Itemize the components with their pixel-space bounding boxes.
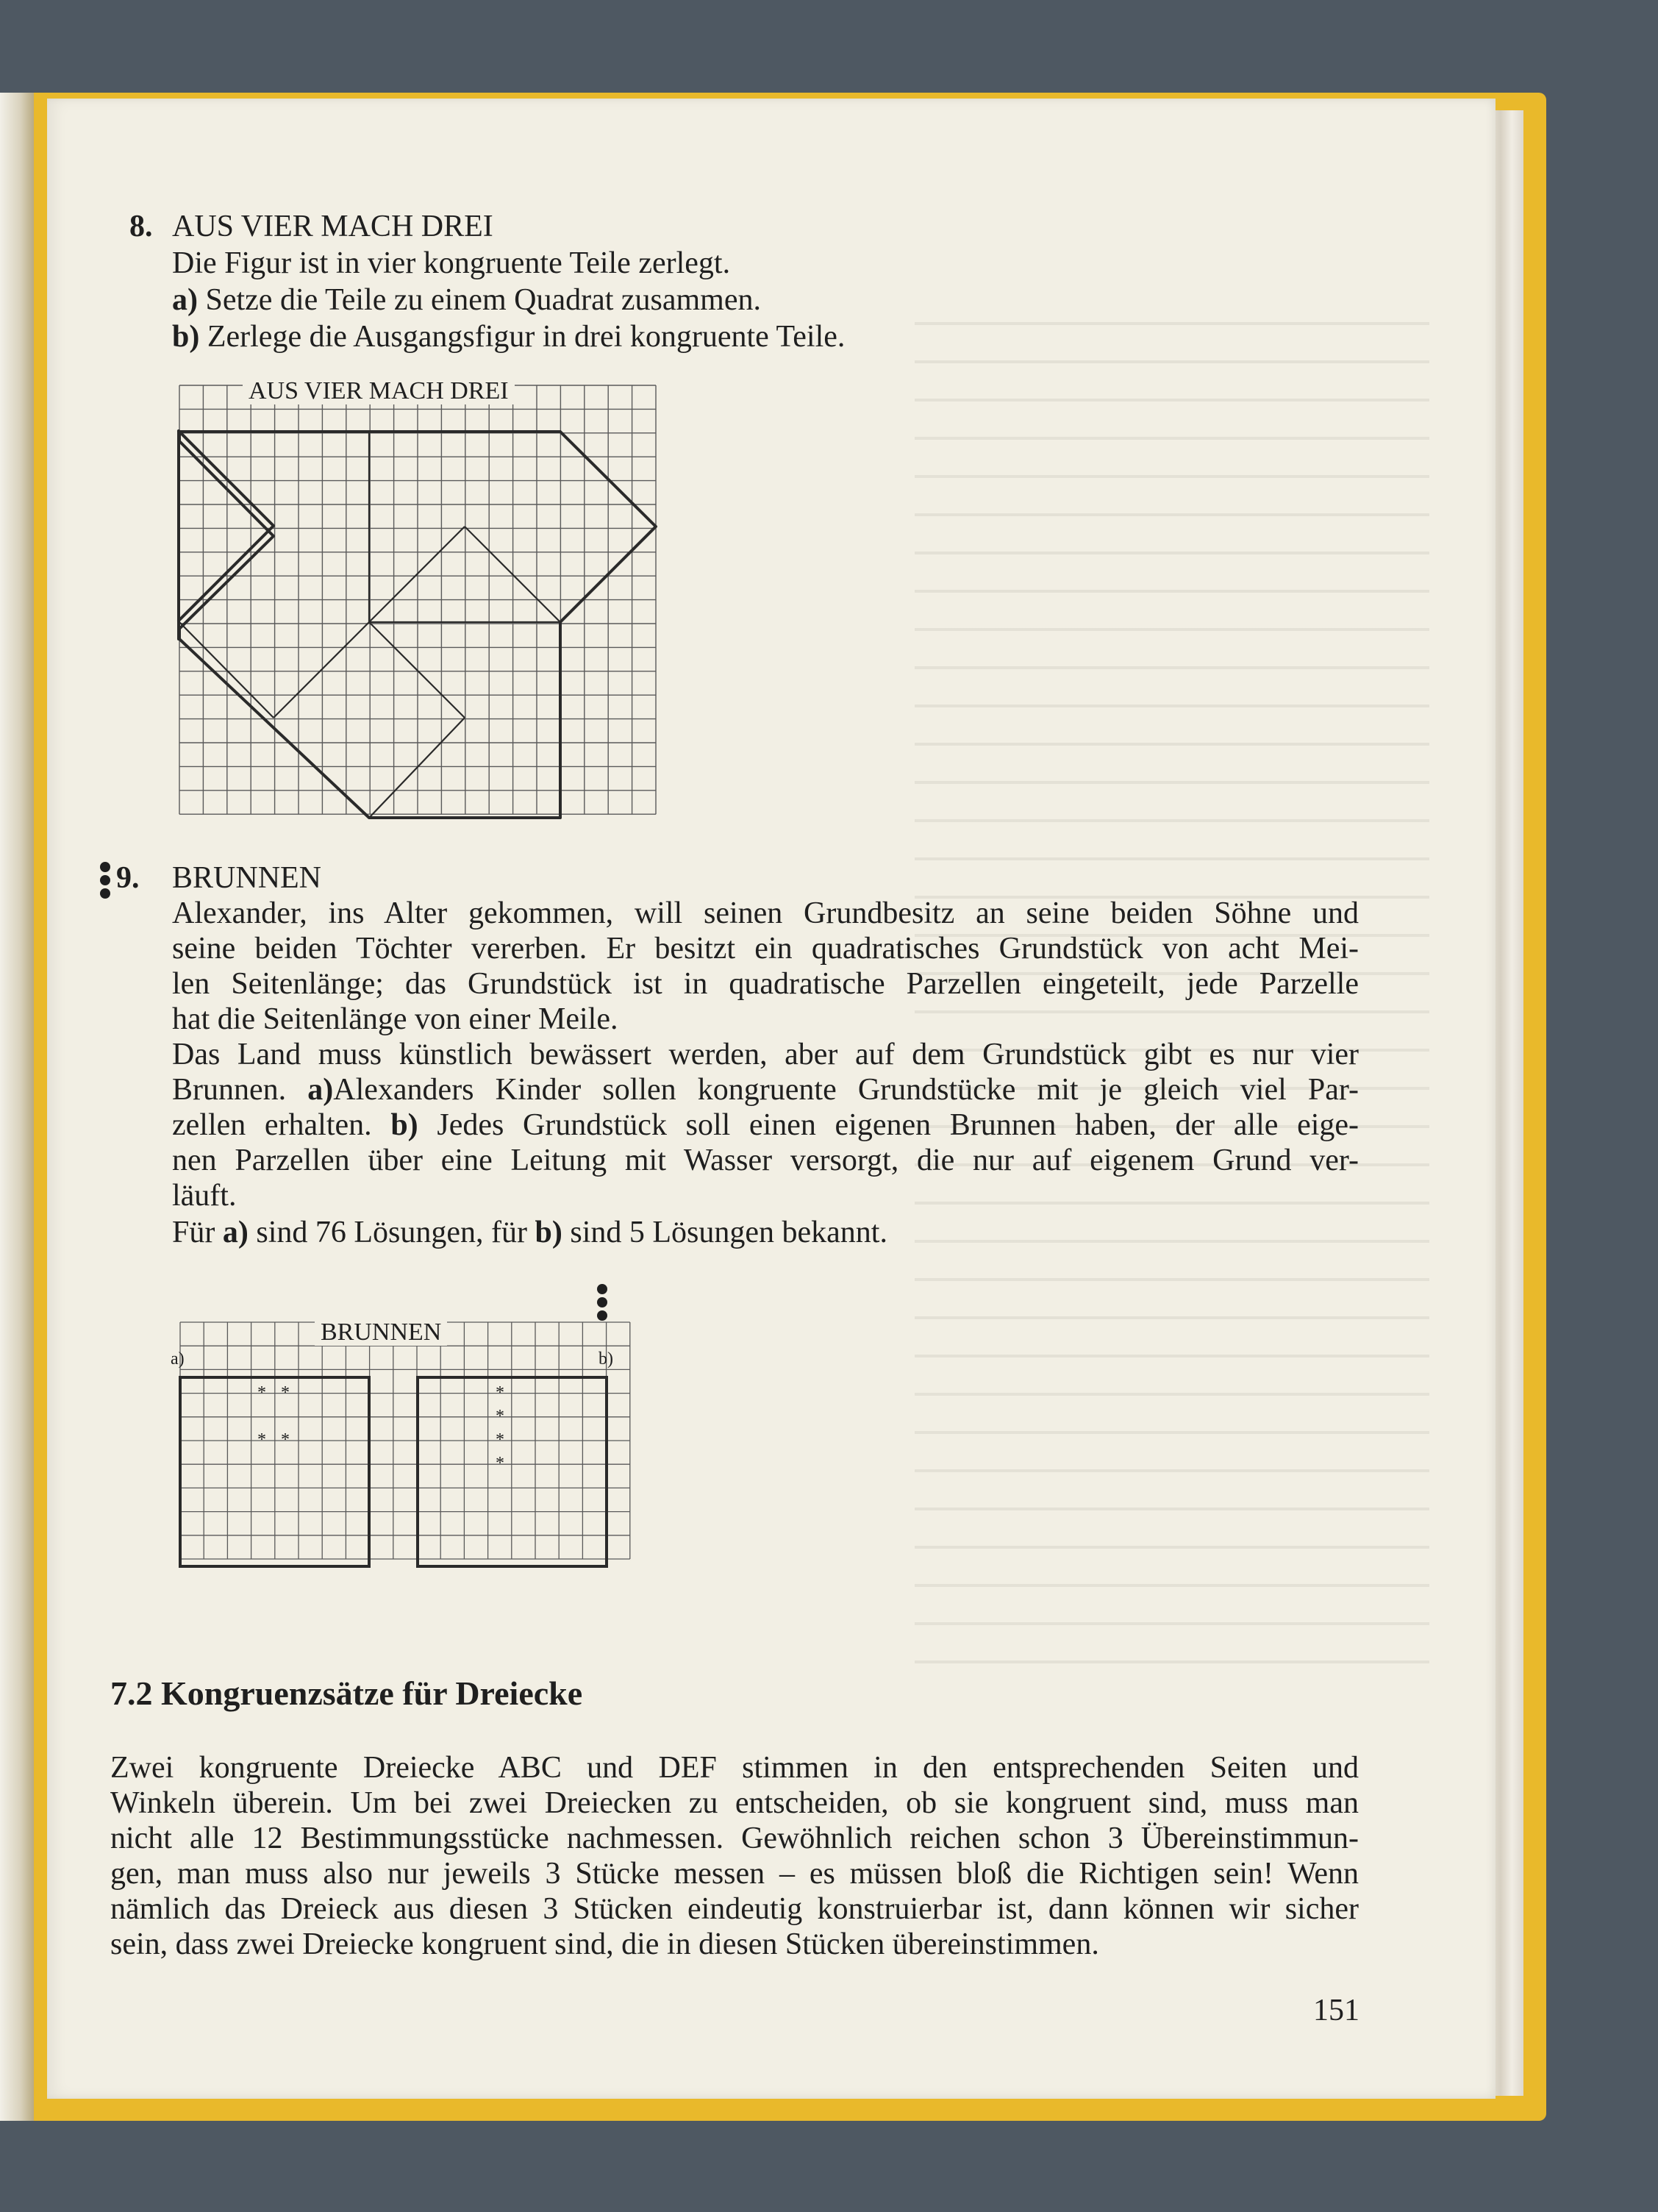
text-line: len Seitenlänge; das Grundstück ist in quadratische Parzellen eingeteilt, jede Parzelle bbox=[172, 967, 1359, 1001]
difficulty-dot bbox=[597, 1297, 607, 1307]
well-marker: * bbox=[496, 1454, 504, 1473]
text-line: Winkeln überein. Um bei zwei Dreiecken zu entscheiden, ob sie kongruent sind, muss man bbox=[110, 1786, 1359, 1820]
figure-aus-vier-mach-drei bbox=[174, 384, 665, 821]
figure-9-label-a: a) bbox=[171, 1349, 185, 1369]
difficulty-dot bbox=[597, 1310, 607, 1321]
text-line: nen Parzellen über eine Leitung mit Wasser versorgt, die nur auf eigenem Grund ver- bbox=[172, 1144, 1359, 1177]
figure-brunnen bbox=[174, 1321, 631, 1571]
previous-page-edge bbox=[0, 93, 34, 2121]
text-line: seine beiden Töchter vererben. Er besitzt ein quadratisches Grundstück von acht Mei- bbox=[172, 932, 1359, 966]
problem-8-part-b: b) Zerlege die Ausgangsfigur in drei kongruente Teile. bbox=[172, 320, 846, 354]
figure-9-label-b: b) bbox=[598, 1349, 613, 1369]
page-number: 151 bbox=[1313, 1994, 1359, 2027]
text-line: zellen erhalten. b) Jedes Grundstück soll einen eigenen Brunnen haben, der alle eige- bbox=[172, 1108, 1359, 1142]
text-line: Das Land muss künstlich bewässert werden, aber auf dem Grundstück gibt es nur vier bbox=[172, 1038, 1359, 1071]
difficulty-dot bbox=[597, 1284, 607, 1294]
text-line: nicht alle 12 Bestimmungsstücke nachmessen. Gewöhnlich reichen schon 3 Übereinstimmun- bbox=[110, 1822, 1359, 1855]
well-marker: * bbox=[281, 1430, 290, 1449]
text-line: Zwei kongruente Dreiecke ABC und DEF stimmen in den entsprechenden Seiten und bbox=[110, 1751, 1359, 1785]
text-line: nämlich das Dreieck aus diesen 3 Stücken eindeutig konstruierbar ist, dann können wir sicher bbox=[110, 1892, 1359, 1926]
difficulty-dot bbox=[100, 875, 110, 885]
text-line: gen, man muss also nur jeweils 3 Stücke messen – es müssen bloß die Richtigen sein! Wenn bbox=[110, 1857, 1359, 1891]
well-marker: * bbox=[496, 1407, 504, 1426]
problem-9-solutions: Für a) sind 76 Lösungen, für b) sind 5 Lösungen bekannt. bbox=[172, 1216, 887, 1249]
section-paragraph bbox=[110, 1750, 1359, 1927]
problem-9-paragraph-2 bbox=[172, 1037, 1359, 1178]
text-line: hat die Seitenlänge von einer Meile. bbox=[172, 1002, 618, 1036]
well-marker: * bbox=[496, 1430, 504, 1449]
well-marker: * bbox=[496, 1383, 504, 1402]
section-heading: 7.2 Kongruenzsätze für Dreiecke bbox=[110, 1674, 583, 1712]
problem-9-number: 9. bbox=[116, 861, 140, 895]
problem-8-part-a: a) Setze die Teile zu einem Quadrat zusammen. bbox=[172, 283, 761, 317]
text-line: sein, dass zwei Dreiecke kongruent sind, die in diesen Stücken übereinstimmen. bbox=[110, 1927, 1099, 1961]
figure-9-caption: BRUNNEN bbox=[315, 1319, 447, 1346]
text-line: Alexander, ins Alter gekommen, will seinen Grundbesitz an seine beiden Söhne und bbox=[172, 896, 1359, 930]
problem-8-number: 8. bbox=[129, 210, 153, 243]
well-marker: * bbox=[257, 1383, 266, 1402]
problem-9-paragraph bbox=[172, 896, 1359, 1002]
figure-8-caption: AUS VIER MACH DREI bbox=[243, 378, 515, 404]
well-marker: * bbox=[257, 1430, 266, 1449]
well-marker: * bbox=[281, 1383, 290, 1402]
text-line: Brunnen. a)Alexanders Kinder sollen kongruente Grundstücke mit je gleich viel Par- bbox=[172, 1073, 1359, 1107]
problem-8-title: AUS VIER MACH DREI bbox=[172, 210, 493, 243]
difficulty-dot bbox=[100, 862, 110, 872]
problem-8-intro: Die Figur ist in vier kongruente Teile zerlegt. bbox=[172, 246, 731, 280]
problem-9-title: BRUNNEN bbox=[172, 861, 322, 895]
difficulty-dot bbox=[100, 888, 110, 899]
text-line: läuft. bbox=[172, 1179, 237, 1213]
